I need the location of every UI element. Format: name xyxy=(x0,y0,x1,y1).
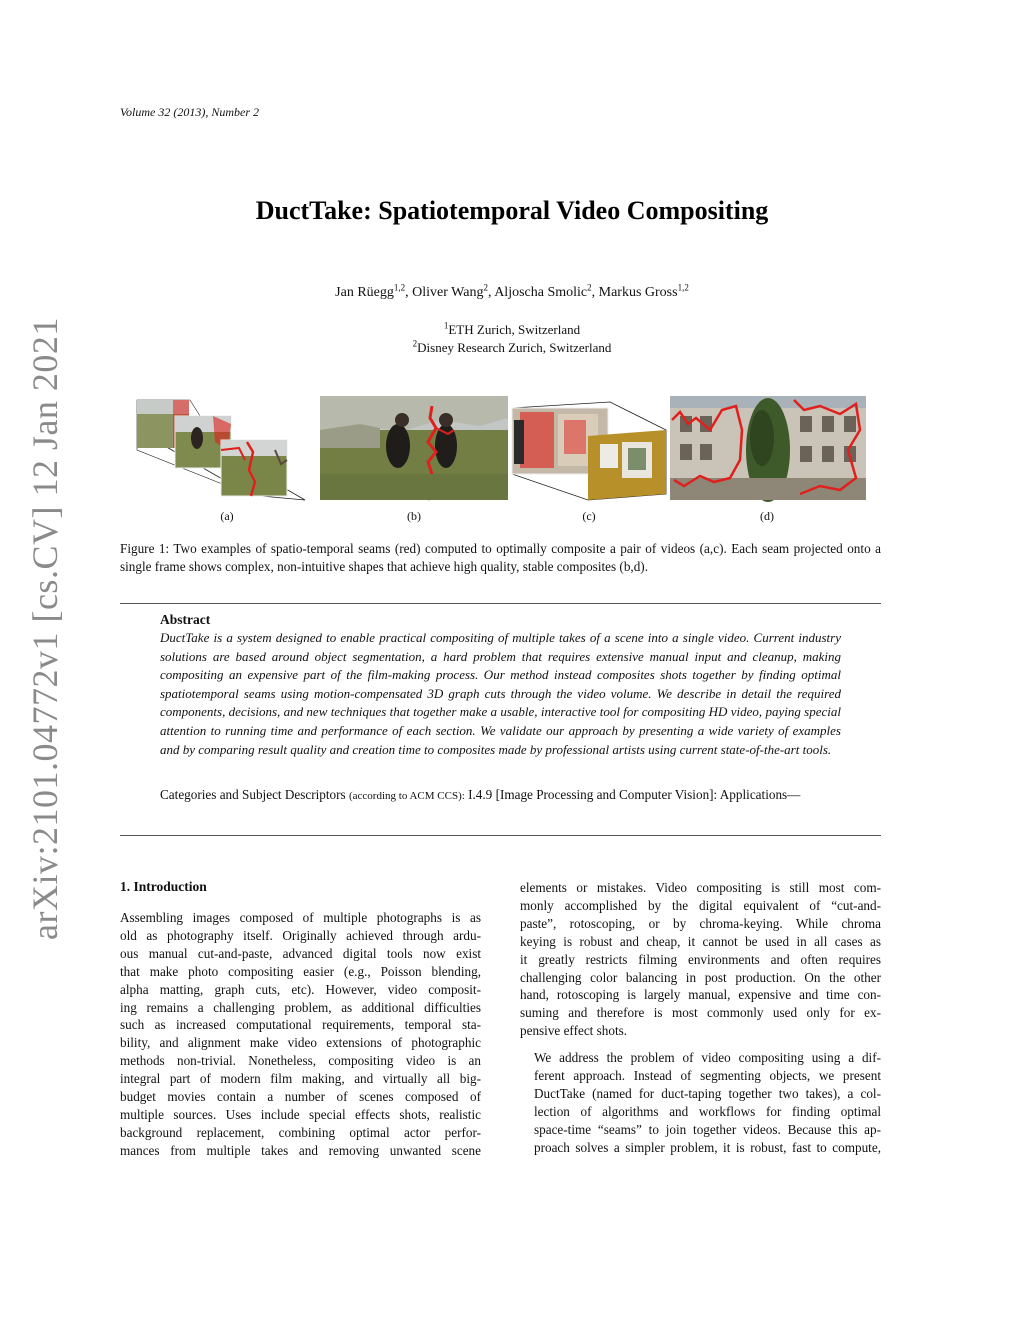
section-heading-introduction: 1. Introduction xyxy=(120,879,207,894)
body-column-left xyxy=(120,909,481,1160)
abstract-bottom-rule xyxy=(120,835,881,836)
author-affiliation-mark: 2 xyxy=(587,282,592,293)
text-line: bility, and alignment make video extensions of photographic xyxy=(120,1035,481,1051)
text-line: suming and therefore is most commonly used only for ex- xyxy=(520,1005,881,1021)
author-name: Jan Rüegg xyxy=(335,285,394,300)
text-line: ferent approach. Instead of segmenting objects, we present xyxy=(534,1068,881,1084)
text-line: such as increased computational requirements, temporal sta- xyxy=(120,1017,481,1033)
text-line: hand, rotoscoping is largely manual, expensive and time con- xyxy=(520,987,881,1003)
text-line: budget movies contain a number of scenes composed of xyxy=(120,1089,481,1105)
text-line: monly accomplished by the digital equivalent of “cut-and- xyxy=(520,897,881,913)
text-line: it greatly restricts filming environments and often requires xyxy=(520,951,881,967)
text-line: old as photography itself. Originally achieved through ardu- xyxy=(120,927,481,943)
text-line: elements or mistakes. Video compositing is still most com- xyxy=(520,880,881,895)
text-line: proach solves a simpler problem, it is robust, fast to compute, xyxy=(534,1139,881,1155)
author-affiliation-mark: 1,2 xyxy=(677,282,689,293)
text-line: integral part of modern film making, and virtually all big- xyxy=(120,1071,481,1087)
figure-sublabel-c: (c) xyxy=(582,509,596,523)
journal-volume: Volume 32 (2013), Number 2 xyxy=(120,105,259,119)
author-list: Jan Rüegg$^{1,2}$, Oliver Wang$^2$, Aljoscha Smolic$^2$, Markus Gross$^{1,2}$ xyxy=(335,282,689,300)
text-line: that make photo compositing easier (e.g., Poisson blending, xyxy=(120,963,481,979)
text-line: We address the problem of video compositing using a dif- xyxy=(534,1050,881,1066)
text-line: Assembling images composed of multiple photographs is as xyxy=(120,910,481,925)
figure-panel-b xyxy=(320,390,508,502)
paper-title: DuctTake: Spatiotemporal Video Compositing xyxy=(255,196,769,225)
figure-panel-c xyxy=(510,390,670,502)
body-column-right xyxy=(520,879,881,1157)
text-line: paste”, rotoscoping, or by chroma-keying. While chroma xyxy=(520,915,881,931)
text-line: mances from multiple takes and removing unwanted scene xyxy=(120,1142,481,1158)
figure-sublabel-d: (d) xyxy=(760,509,774,523)
figure-sublabel-b: (b) xyxy=(407,509,421,523)
figure-sublabel-a: (a) xyxy=(220,509,234,523)
text-line: multiple sources. Uses include special effects shots, realistic xyxy=(120,1106,481,1122)
text-line: space-time “seams” to join together videos. Because this ap- xyxy=(534,1121,881,1137)
author-affiliation-mark: 1,2 xyxy=(393,282,406,293)
text-line: background replacement, combining optimal actor perfor- xyxy=(120,1124,481,1140)
arxiv-stamp: arXiv:2101.04772v1 [cs.CV] 12 Jan 2021 xyxy=(25,317,65,940)
text-line: ous manual cut-and-paste, advanced digital tools now exist xyxy=(120,945,481,961)
categories-descriptors: Categories and Subject Descriptors (according to ACM CCS): I.4.9 [Image Processing and Computer Vision]: Applications— xyxy=(160,787,801,802)
affiliation-1: $^1$ETH Zurich, Switzerland xyxy=(443,320,581,337)
author-name: Oliver Wang xyxy=(412,285,484,300)
author-name: Markus Gross xyxy=(598,285,678,300)
text-line: DuctTake (named for duct-taping together two takes), a col- xyxy=(534,1085,881,1101)
author-name: Aljoscha Smolic xyxy=(494,285,588,300)
abstract-text: DuctTake is a system designed to enable practical compositing of multiple takes of a scene into a single video. Current industry solutions are based around object segmentation, a hard problem that requires extensive manual input and cleanup, making compositing an expensive part of the film-making process. Our method instead composites shots together by finding optimal spatiotemporal seams using motion-compensated 3D graph cuts through the video volume. We describe in detail the required components, decisions, and new techniques that together make a usable, interactive tool for compositing HD video, paying special attention to running time and performance of each section. We validate our approach by presenting a wide variety of examples and by comparing result quality and creation time to composites made by professional artists using current state-of-the-art tools. xyxy=(160,630,841,757)
text-line: ing remains a challenging problem, as additional difficulties xyxy=(120,999,481,1015)
abstract-top-rule xyxy=(120,603,881,604)
text-line: methods non-trivial. Nonetheless, compositing video is an xyxy=(120,1053,481,1069)
text-line: challenging color balancing in post production. On the other xyxy=(520,969,881,985)
affiliation-2: $^2$Disney Research Zurich, Switzerland xyxy=(412,338,612,355)
figure-panel-d xyxy=(670,390,866,502)
figure-caption: Figure 1: Two examples of spatio-temporal seams (red) computed to optimally composite a pair of videos (a,c). Each seam projected onto a single frame shows complex, non-intuitive shapes that achieve high quality, stable composites (b,d). xyxy=(120,541,881,574)
text-line: lection of algorithms and workflows for finding optimal xyxy=(534,1103,881,1119)
text-line: alpha matting, graph cuts, etc). However, video composit- xyxy=(120,981,481,997)
abstract-heading: Abstract xyxy=(160,612,211,627)
text-line: keying is robust and cheap, it cannot be used in all cases as xyxy=(520,933,881,949)
author-affiliation-mark: 2 xyxy=(483,282,488,293)
text-line: pensive effect shots. xyxy=(520,1023,628,1039)
figure-panel-a xyxy=(135,390,307,502)
